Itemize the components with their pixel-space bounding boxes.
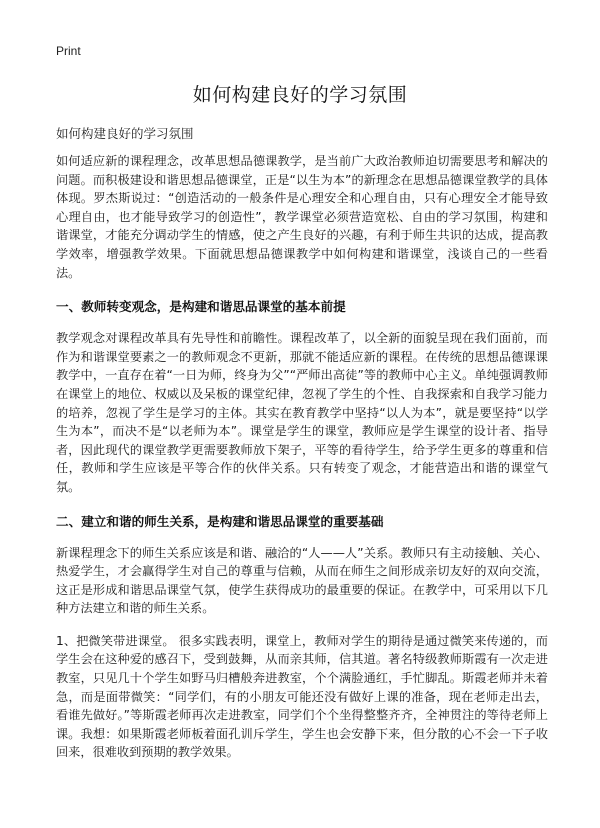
subtitle: 如何构建良好的学习氛围 xyxy=(56,126,194,141)
section1-paragraph: 教学观念对课程改革具有先导性和前瞻性。课程改革了，以全新的面貌呈现在我们面前，而作为和谐课堂要素之一的教师观念不更新，那就不能适应新的课程。在传统的思想品德课课教学中，一直存在着“一日为师，终身为父”“严师出高徒”等的教师中心主义。单纯强调教师在课堂上的地位、权威以及呆板的课堂纪律，忽视了学生的个性、自我探索和自我学习能力的培养，忽视了学生是学习的主体。其实在教育教学中坚持“以人为本”，就是要坚持“以学生为本”，而决不是“以老师为本”。课堂是学生的课堂，教师应是学生课堂的设计者、指导者，因此现代的课堂教学更需要教师放下架子，平等的看待学生，给予学生更多的尊重和信任，教师和学生应该是平等合作的伙伴关系。只有转变了观念，才能营造出和谐的课堂气氛。 xyxy=(56,331,548,494)
section-heading-2: 二、建立和谐的师生关系，是构建和谐思品课堂的重要基础 xyxy=(56,513,384,529)
section-heading-1: 一、教师转变观念，是构建和谐思品课堂的基本前提 xyxy=(56,299,346,315)
page-title: 如何构建良好的学习氛围 xyxy=(192,84,408,106)
intro-paragraph: 如何适应新的课程理念，改革思想品德课教学，是当前广大政治教师迫切需要思考和解决的问题。而积极建设和谐思想品德课堂，正是“以生为本”的新理念在思想品德课堂教学的具体体现。罗杰斯说过：“创造活动的一般条件是心理安全和心理自由，只有心理安全才能导致心理自由，也才能导致学习的创造性”，教学课堂必须营造宽松、自由的学习氛围，构建和谐课堂，才能充分调动学生的情感，使之产生良好的兴趣，有利于师生共识的达成，提高教学效率，增强教学效果。下面就思想品德课教学中如何构建和谐课堂，浅谈自己的一些看法。 xyxy=(56,154,548,280)
method1-paragraph: 1、把微笑带进课堂。 很多实践表明，课堂上，教师对学生的期待是通过微笑来传递的，而学生会在这种爱的感召下，受到鼓舞，从而亲其师，信其道。著名特级教师斯霞有一次走进教室，只见几十个学生如野马归槽般奔进教室，个个满脸通红，手忙脚乱。斯霞老师并未着急，而是面带微笑：“同学们，有的小朋友可能还没有做好上课的准备，现在老师走出去，看谁先做好。”等斯霞老师再次走进教室，同学们个个坐得整整齐齐，全神贯注的等待老师上课。我想：如果斯霞老师板着面孔训斥学生，学生也会安静下来，但分散的心不会一下子收回来，很难收到预期的教学效果。 xyxy=(56,633,548,760)
section2-paragraph: 新课程理念下的师生关系应该是和谐、融洽的“人——人”关系。教师只有主动接触、关心、热爱学生，才会赢得学生对自己的尊重与信赖，从而在师生之间形成亲切友好的双向交流，这正是形成和谐思品课堂气氛，使学生获得成功的最重要的保证。在教学中，可采用以下几种方法建立和谐的师生关系。 xyxy=(56,545,548,616)
article-body xyxy=(56,152,548,776)
print-label: Print xyxy=(56,44,81,58)
